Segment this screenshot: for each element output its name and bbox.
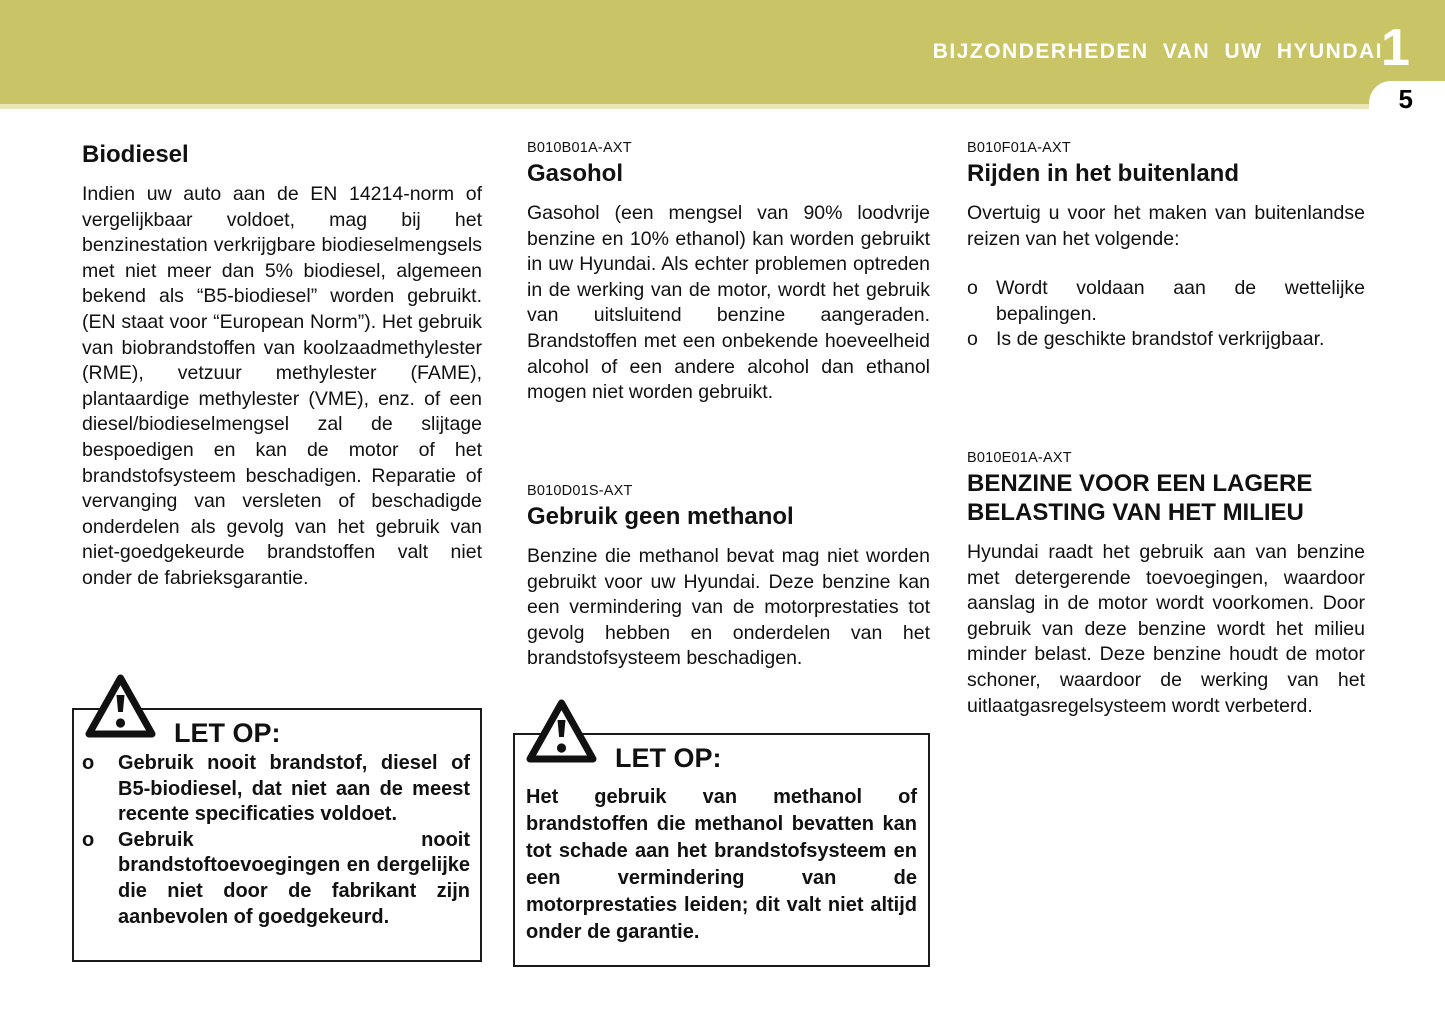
- column-buitenland-milieu: [967, 140, 1365, 1000]
- section-body: Hyundai raadt het gebruik aan van benzine met detergerende toevoegingen, waardoor aanslag in de motor wordt voorkomen. Door gebruik van deze benzine wordt het milieu minder belast. Deze benzine houdt de motor schoner, waardoor de werking van het uitlaatgasregelsysteem wordt verbeterd.: [967, 541, 1365, 717]
- warning-item-text: Gebruik nooit brandstoftoevoegingen en dergelijke die niet door de fabrikant zijn aanbevolen of goedgekeurd.: [118, 828, 470, 928]
- bullet-marker: o: [967, 277, 978, 300]
- header-title: BIJZONDERHEDEN VAN UW HYUNDAI: [932, 40, 1383, 63]
- section-geen-methanol: [527, 483, 930, 672]
- section-heading: Gebruik geen methanol: [527, 503, 794, 530]
- bullet-marker: o: [82, 828, 95, 851]
- section-code: B010E01A-AXT: [967, 450, 1072, 466]
- section-body: Overtuig u voor het maken van buitenlandse reizen van het volgende:: [967, 202, 1365, 250]
- section-code: B010B01A-AXT: [527, 140, 632, 156]
- warning-box-methanol: [513, 733, 930, 967]
- section-heading: Biodiesel: [82, 141, 189, 168]
- warning-text: Het gebruik van methanol of brandstoffen die methanol bevatten kan tot schade aan het brandstofsysteem en een vermindering van de motorprestaties leiden; dit valt niet altijd onder de garantie.: [526, 786, 917, 943]
- list-item: [967, 276, 1365, 327]
- warning-triangle-icon: [84, 673, 157, 739]
- warning-label: LET OP:: [174, 718, 281, 748]
- section-heading: Gasohol: [527, 160, 624, 187]
- checklist: [967, 276, 1365, 353]
- section-body: Benzine die methanol bevat mag niet worden gebruikt voor uw Hyundai. Deze benzine kan een vermindering van de motorprestaties tot gevolg hebben en onderdelen van het brandstofsysteem beschadigen.: [527, 545, 930, 670]
- section-heading: BENZINE VOOR EEN LAGERE BELASTING VAN HET MILIEU: [967, 470, 1313, 526]
- warning-triangle-icon: [525, 698, 598, 764]
- section-gasohol: [527, 140, 930, 406]
- section-biodiesel: [82, 140, 482, 592]
- bullet-marker: o: [967, 328, 978, 351]
- section-code: B010D01S-AXT: [527, 483, 633, 499]
- section-code: B010F01A-AXT: [967, 140, 1071, 156]
- section-body: Indien uw auto aan de EN 14214-norm of vergelijkbaar voldoet, mag bij het benzinestation verkrijgbare biodieselmengsels met niet meer dan 5% biodiesel, algemeen bekend als “B5-biodiesel” worden gebruikt. (EN staat voor “European Norm”). Het gebruik van biobrandstoffen van koolzaadmethylester (RME), vetzuur methylester (FAME), plantaardige methylester (VME), enz. of een diesel/biodieselmengsel zal de slijtage bespoedigen en kan de motor of het brandstofsysteem beschadigen. Reparatie of vervanging van versleten of beschadigde onderdelen als gevolg van het gebruik van niet-goedgekeurde brandstoffen valt niet onder de fabrieksgarantie.: [82, 183, 482, 589]
- list-item-text: Wordt voldaan aan de wettelijke bepalingen.: [996, 277, 1365, 325]
- page-number: 5: [1398, 84, 1413, 114]
- warning-item-list: [74, 751, 480, 930]
- list-item-text: Is de geschikte brandstof verkrijgbaar.: [996, 328, 1325, 351]
- warning-item: [82, 751, 470, 828]
- warning-item-text: Gebruik nooit brandstof, diesel of B5-biodiesel, dat niet aan de meest recente specificaties voldoet.: [118, 752, 470, 826]
- section-heading: Rijden in het buitenland: [967, 160, 1239, 187]
- section-milieu: [967, 450, 1365, 719]
- warning-item: [82, 828, 470, 930]
- bullet-marker: o: [82, 752, 95, 774]
- section-body: Gasohol (een mengsel van 90% loodvrije benzine en 10% ethanol) kan worden gebruikt in uw Hyundai. Als echter problemen optreden in de werking van de motor, wordt het gebruik van uitsluitend benzine aangeraden. Brandstoffen met een onbekende hoeveelheid alcohol of een andere alcohol dan ethanol mogen niet worden gebruikt.: [527, 202, 930, 404]
- section-buitenland: [967, 140, 1365, 353]
- column-biodiesel: [82, 140, 482, 1000]
- chapter-number: 1: [1381, 19, 1410, 77]
- list-item: [967, 327, 1365, 353]
- warning-box-biodiesel: [72, 708, 482, 962]
- warning-label: LET OP:: [615, 743, 722, 773]
- column-gasohol-methanol: [527, 140, 930, 1000]
